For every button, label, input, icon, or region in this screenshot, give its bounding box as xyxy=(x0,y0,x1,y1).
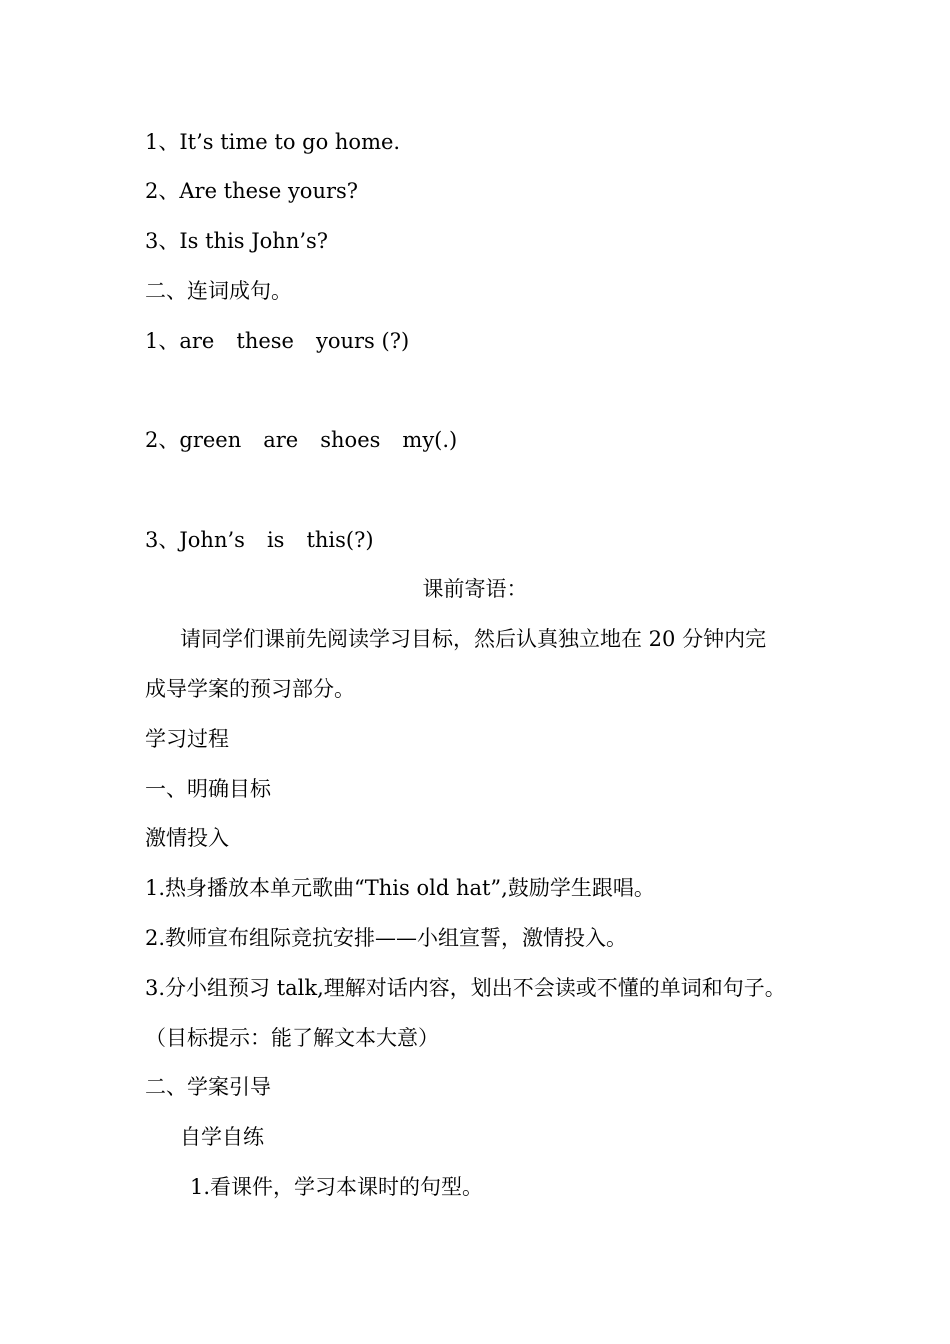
translation-line-1: 1、It’s time to go home. xyxy=(145,130,401,154)
item-prefix: 2、 xyxy=(145,428,180,452)
word: shoes xyxy=(320,428,381,452)
word: John’s xyxy=(179,528,245,552)
step2-subheading: 自学自练 xyxy=(180,1125,264,1149)
word-order-item-3 xyxy=(145,526,374,554)
translation-line-3: 3、Is this John’s? xyxy=(145,229,329,253)
preclass-text-line-1: 请同学们课前先阅读学习目标，然后认真独立地在 20 分钟内完 xyxy=(180,627,767,651)
step1-item-2: 2.教师宣布组际竞抗安排——小组宣誓，激情投入。 xyxy=(145,926,628,950)
translation-line-2: 2、Are these yours? xyxy=(145,179,359,203)
section-heading-word-order: 二、连词成句。 xyxy=(145,279,292,303)
word: green xyxy=(179,428,242,452)
process-heading: 学习过程 xyxy=(145,727,229,751)
word: this(?) xyxy=(306,528,374,552)
word: is xyxy=(266,528,285,552)
word: are xyxy=(179,329,215,353)
item-prefix: 1、 xyxy=(145,329,180,353)
word: my(.) xyxy=(402,428,458,452)
step1-item-3: 3.分小组预习 talk,理解对话内容，划出不会读或不懂的单词和句子。 xyxy=(145,976,786,1000)
word: these xyxy=(236,329,294,353)
step1-hint: （目标提示：能了解文本大意） xyxy=(145,1026,439,1050)
word: are xyxy=(263,428,299,452)
step2-item-1: 1.看课件，学习本课时的句型。 xyxy=(190,1175,484,1199)
preclass-title: 课前寄语： xyxy=(422,577,528,601)
step1-heading: 一、明确目标 xyxy=(145,777,271,801)
step1-item-1: 1.热身播放本单元歌曲“This old hat”,鼓励学生跟唱。 xyxy=(145,876,655,900)
word: yours (?) xyxy=(315,329,410,353)
step2-heading: 二、学案引导 xyxy=(145,1075,271,1099)
word-order-item-2 xyxy=(145,426,457,454)
step1-subheading: 激情投入 xyxy=(145,826,229,850)
preclass-text-line-2: 成导学案的预习部分。 xyxy=(145,677,355,701)
word-order-item-1 xyxy=(145,327,409,355)
item-prefix: 3、 xyxy=(145,528,180,552)
